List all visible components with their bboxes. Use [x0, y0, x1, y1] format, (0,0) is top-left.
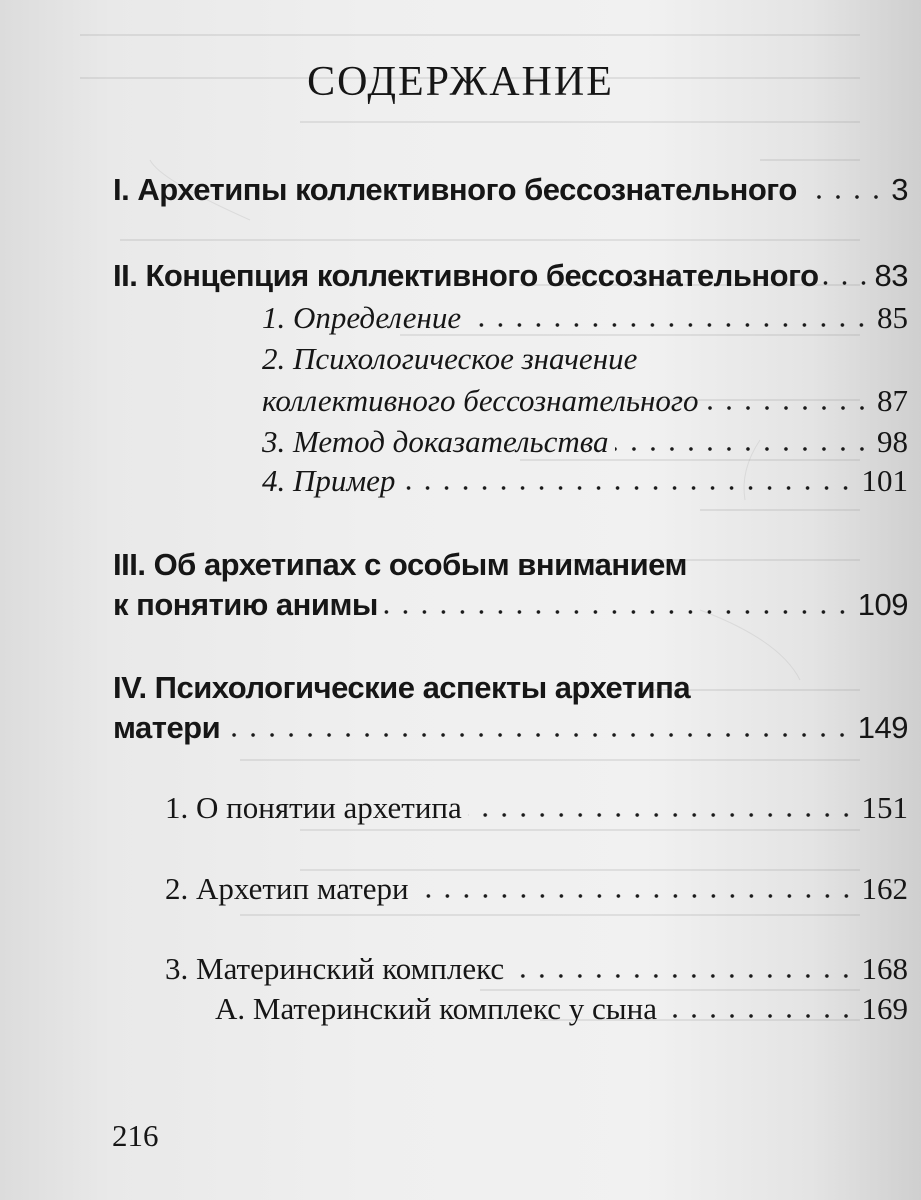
dot-leader — [468, 812, 856, 818]
toc-entry-label-line1: IV. Психологические аспекты архетипа — [113, 670, 691, 705]
toc-entry-label: 2. Архетип матери — [165, 871, 409, 906]
toc-entry-label-line1: III. Об архетипах с особым вниманием — [113, 547, 687, 582]
toc-entry-page: 101 — [861, 463, 908, 498]
toc-entry-4 — [113, 668, 908, 750]
toc-entry-page: 169 — [861, 991, 908, 1026]
dot-leader — [803, 194, 885, 200]
dot-leader — [615, 446, 871, 452]
toc-subentry-4-2 — [165, 869, 908, 909]
dot-leader — [467, 322, 871, 328]
toc-entry-label: I. Архетипы коллективного бессознательного — [113, 172, 797, 207]
toc-entry-label-line1: 2. Психологическое значение — [262, 341, 638, 376]
toc-entry-label: 4. Пример — [262, 463, 396, 498]
toc-entry-page: 83 — [874, 258, 908, 293]
toc-entry-label-line2: к понятию анимы — [113, 587, 378, 622]
toc-entry-page: 85 — [877, 300, 908, 335]
toc-entry-label-line2: матери — [113, 710, 221, 745]
toc-entry-page: 149 — [857, 710, 908, 745]
toc-entry-2 — [113, 256, 908, 296]
toc-entry-label: 3. Метод доказательства — [262, 424, 609, 459]
page-title: СОДЕРЖАНИЕ — [307, 59, 614, 105]
dot-leader — [663, 1013, 856, 1019]
toc-entry-label: 3. Материнский комплекс — [165, 951, 505, 986]
dot-leader — [384, 609, 852, 615]
toc-entry-3 — [113, 545, 908, 627]
toc-subentry-4-1 — [165, 788, 908, 828]
toc-entry-label: II. Концепция коллективного бессознательного — [113, 258, 819, 293]
toc-subentry-2-3 — [262, 422, 908, 462]
toc-entry-page: 109 — [857, 587, 908, 622]
toc-subentry-2-2 — [262, 339, 908, 421]
toc-entry-page: 151 — [861, 790, 908, 825]
toc-entry-label: 1. О понятии архетипа — [165, 790, 462, 825]
page-number: 216 — [112, 1118, 159, 1153]
dot-leader — [226, 732, 852, 738]
toc-subentry-4-3-a — [215, 989, 908, 1029]
dot-leader — [510, 973, 855, 979]
toc-subentry-2-4 — [262, 461, 908, 501]
dot-leader — [401, 485, 855, 491]
toc-entry-page: 98 — [877, 424, 908, 459]
dot-leader — [821, 280, 873, 286]
toc-entry-page: 162 — [861, 871, 908, 906]
toc-subentry-4-3 — [165, 949, 908, 989]
toc-entry-label-line2: коллективного бессознательного — [262, 383, 699, 418]
dot-leader — [705, 405, 872, 411]
toc-entry-page: 168 — [861, 951, 908, 986]
toc-subentry-2-1 — [262, 298, 908, 338]
dot-leader — [415, 893, 856, 899]
toc-entry-label: 1. Определение — [262, 300, 462, 335]
toc-entry-1 — [113, 170, 908, 210]
toc-entry-label: А. Материнский комплекс у сына — [215, 991, 657, 1026]
toc-entry-page: 87 — [877, 383, 908, 418]
toc-entry-page: 3 — [891, 172, 908, 207]
